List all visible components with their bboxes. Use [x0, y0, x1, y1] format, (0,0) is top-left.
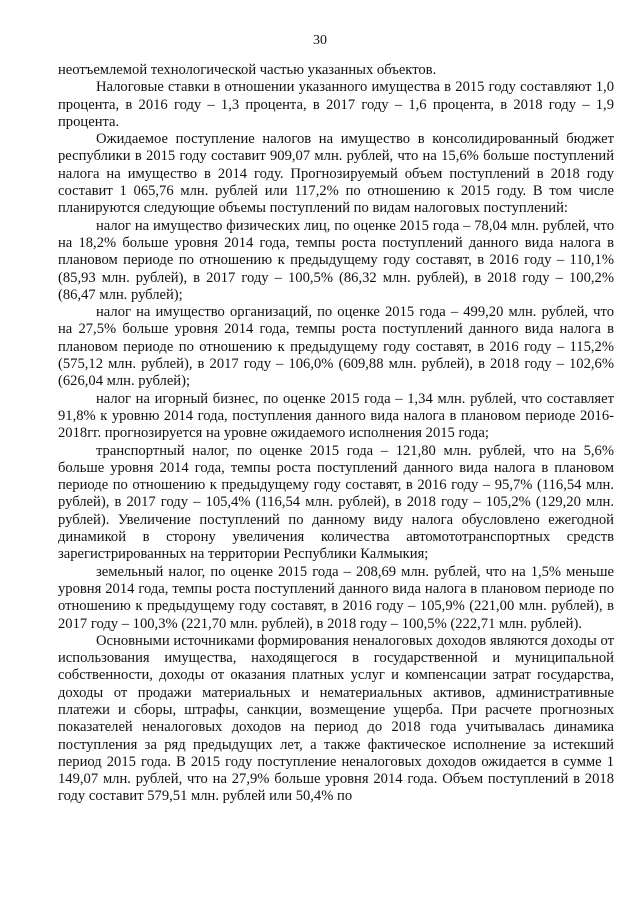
- paragraph-gambling-tax: налог на игорный бизнес, по оценке 2015 года – 1,34 млн. рублей, что составляет 91,8% к уровню 2014 года, поступления данного вида налога в плановом периоде 2016-2018гг. прогнозируется на уровне ожидаемого исполнения 2015 года;: [58, 390, 614, 442]
- paragraph-continuation: неотъемлемой технологической частью указанных объектов.: [58, 62, 437, 78]
- paragraph-transport-tax: транспортный налог, по оценке 2015 года – 121,80 млн. рублей, что на 5,6% больше уровня 2014 года, темпы роста поступлений данного вида налога в плановом периоде по отношению к предыдущему году составят, в 2016 году – 95,7% (116,54 млн. рублей), в 2017 году – 105,4% (116,54 млн. рублей), в 2018 году – 105,2% (129,20 млн. рублей). Увеличение поступлений по данному виду налога обусловлено ежегодной динамикой в сторону увеличения количества автомототранспортных средств зарегистрированных на территории Республики Калмыкия;: [58, 442, 614, 563]
- paragraph-organization-property-tax: налог на имущество организаций, по оценке 2015 года – 499,20 млн. рублей, что на 27,5% больше уровня 2014 года, темпы роста поступлений данного вида налога в плановом периоде по отношению к предыдущему году составят, в 2016 году – 115,2% (575,12 млн. рублей), в 2017 году – 106,0% (609,88 млн. рублей), в 2018 году – 102,6% (626,04 млн. рублей);: [58, 304, 614, 390]
- document-body: [58, 62, 614, 806]
- paragraph-property-tax-forecast: Ожидаемое поступление налогов на имущество в консолидированный бюджет республики в 2015 году составит 909,07 млн. рублей, что на 15,6% больше поступлений налога на имущество в 2014 году. Прогнозируемый объем поступлений в 2018 году составит 1 065,76 млн. рублей или 117,2% по отношению к 2015 году. В том числе планируются следующие объемы поступлений по видам налоговых поступлений:: [58, 131, 614, 217]
- paragraph-non-tax-revenue: Основными источниками формирования неналоговых доходов являются доходы от использования имущества, находящегося в государственной и муниципальной собственности, доходы от оказания платных услуг и компенсации затрат государства, доходы от продажи материальных и нематериальных активов, административные платежи и сборы, штрафы, санкции, возмещение ущерба. При расчете прогнозных показателей неналоговых доходов на период до 2018 года учитывалась динамика поступления за ряд предыдущих лет, а также фактическое исполнение за истекший период 2015 года. В 2015 году поступление неналоговых доходов ожидается в сумме 1 149,07 млн. рублей, что на 27,9% больше уровня 2014 года. Объем поступлений в 2018 году составит 579,51 млн. рублей или 50,4% по: [58, 632, 614, 805]
- paragraph-tax-rates: Налоговые ставки в отношении указанного имущества в 2015 году составляют 1,0 процента, в 2016 году – 1,3 процента, в 2017 году – 1,6 процента, в 2018 году – 1,9 процента.: [58, 79, 614, 130]
- page-number: 30: [313, 33, 327, 48]
- paragraph-individual-property-tax: налог на имущество физических лиц, по оценке 2015 года – 78,04 млн. рублей, что на 18,2% больше уровня 2014 года, темпы роста поступлений данного вида налога в плановом периоде по отношению к предыдущему году составят, в 2016 году – 110,1% (85,93 млн. рублей), в 2017 году – 100,5% (86,32 млн. рублей), в 2018 году – 100,2% (86,47 млн. рублей);: [58, 217, 614, 303]
- paragraph-land-tax: земельный налог, по оценке 2015 года – 208,69 млн. рублей, что на 1,5% меньше уровня 2014 года, темпы роста поступлений данного вида налога в плановом периоде по отношению к предыдущему году составят, в 2016 году – 105,9% (221,00 млн. рублей), в 2017 году – 100,3% (221,70 млн. рублей), в 2018 году – 100,5% (222,71 млн. рублей).: [58, 563, 614, 632]
